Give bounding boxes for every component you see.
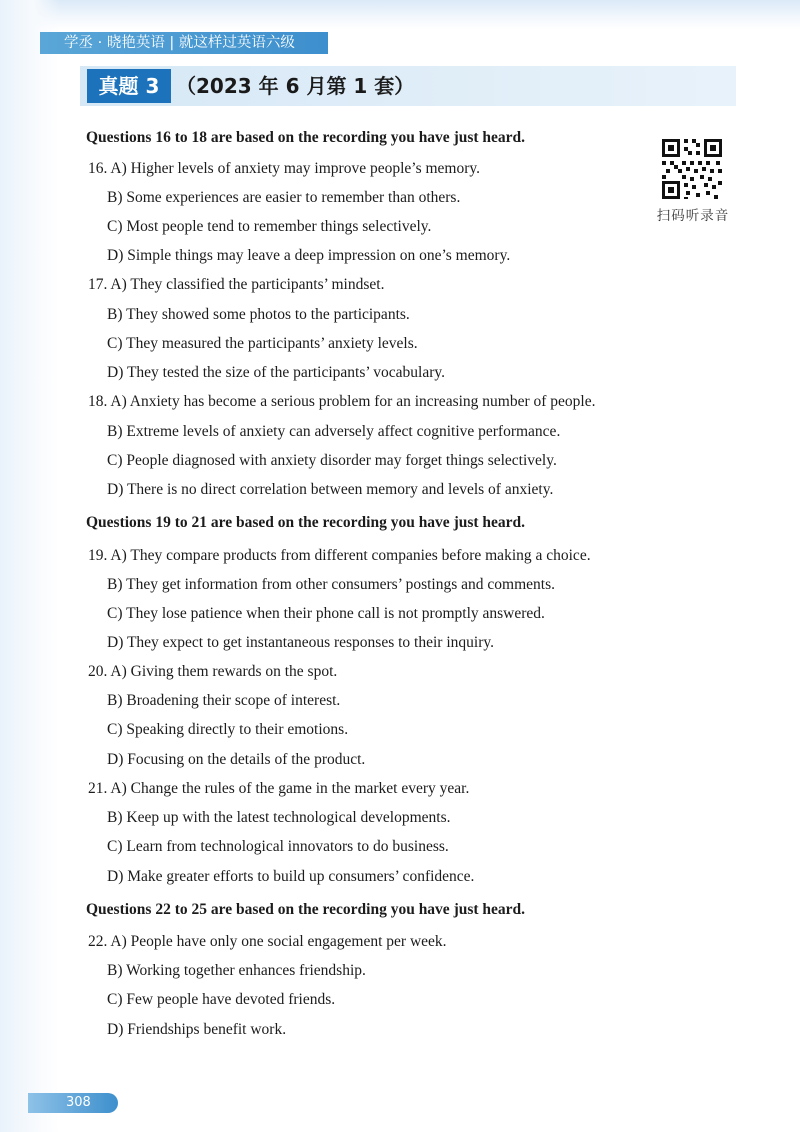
question-line: 21. A) Change the rules of the game in the market every year. (88, 780, 470, 797)
option-line: B) Keep up with the latest technological developments. (107, 809, 451, 826)
question-line: 16. A) Higher levels of anxiety may improve people’s memory. (88, 160, 480, 177)
option-line: B) Working together enhances friendship. (107, 962, 366, 979)
option-line: D) Focusing on the details of the product. (107, 751, 366, 768)
qr-code-label: 扫码听录音 (656, 208, 730, 224)
option-line: C) Speaking directly to their emotions. (107, 721, 349, 738)
option-line: B) Some experiences are easier to remember than others. (107, 189, 461, 206)
option-line: D) They expect to get instantaneous responses to their inquiry. (107, 634, 494, 651)
question-line: 20. A) Giving them rewards on the spot. (88, 663, 338, 680)
option-line: C) People diagnosed with anxiety disorder may forget things selectively. (107, 452, 557, 469)
option-line: B) Extreme levels of anxiety can adversely affect cognitive performance. (107, 423, 561, 440)
option-line: C) They measured the participants’ anxiety levels. (107, 335, 418, 352)
question-line: 22. A) People have only one social engagement per week. (88, 933, 447, 950)
section-heading: Questions 19 to 21 are based on the recording you have just heard. (86, 514, 526, 531)
option-line: B) Broadening their scope of interest. (107, 692, 341, 709)
qr-code-icon[interactable] (660, 137, 724, 201)
series-header: 学丞 · 晓艳英语 | 就这样过英语六级 (40, 32, 328, 54)
question-line: 18. A) Anxiety has become a serious problem for an increasing number of people. (88, 393, 596, 410)
option-line: D) There is no direct correlation between memory and levels of anxiety. (107, 481, 554, 498)
page-number: 308 (28, 1093, 118, 1113)
option-line: C) Learn from technological innovators to do business. (107, 838, 449, 855)
option-line: C) They lose patience when their phone call is not promptly answered. (107, 605, 545, 622)
option-line: B) They showed some photos to the participants. (107, 306, 410, 323)
option-line: D) Friendships benefit work. (107, 1021, 287, 1038)
section-heading: Questions 16 to 18 are based on the recording you have just heard. (86, 129, 526, 146)
option-line: C) Few people have devoted friends. (107, 991, 336, 1008)
option-line: D) Make greater efforts to build up consumers’ confidence. (107, 868, 475, 885)
option-line: B) They get information from other consumers’ postings and comments. (107, 576, 555, 593)
option-line: D) They tested the size of the participants’ vocabulary. (107, 364, 446, 381)
exam-date-title: （2023 年 6 月第 1 套） (176, 74, 415, 98)
section-heading: Questions 22 to 25 are based on the recording you have just heard. (86, 901, 526, 918)
question-line: 17. A) They classified the participants’ mindset. (88, 276, 385, 293)
option-line: D) Simple things may leave a deep impression on one’s memory. (107, 247, 511, 264)
top-gradient (0, 0, 800, 30)
left-margin-band (0, 0, 60, 1132)
question-line: 19. A) They compare products from different companies before making a choice. (88, 547, 591, 564)
exam-badge: 真题 3 (87, 69, 171, 103)
option-line: C) Most people tend to remember things selectively. (107, 218, 432, 235)
